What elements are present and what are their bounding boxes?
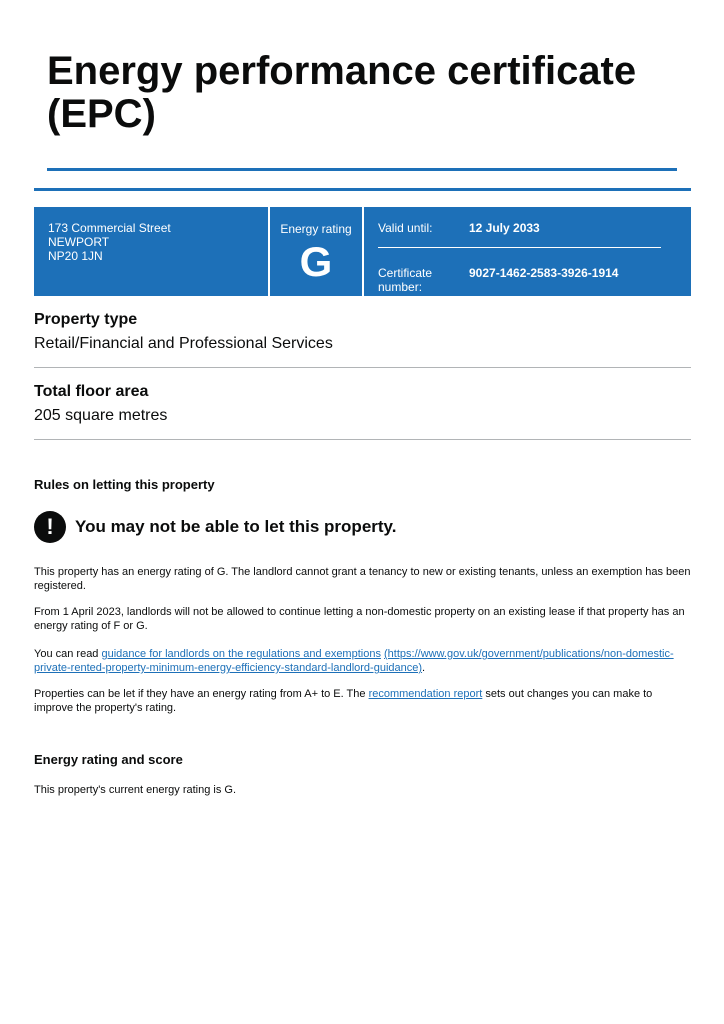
certificate-number-label-1: Certificate <box>378 266 433 280</box>
header-divider <box>34 188 691 191</box>
energy-rating-letter: G <box>299 238 333 285</box>
address-line-2: NEWPORT <box>48 235 110 249</box>
letting-paragraph-2: From 1 April 2023, landlords will not be allowed to continue letting a non-domestic property on an existing lease if that property has an energy rating of F or G. <box>34 606 685 632</box>
section-divider <box>34 367 691 368</box>
address-line-3: NP20 1JN <box>48 249 103 263</box>
letting-rules-heading: Rules on letting this property <box>34 477 215 492</box>
certificate-number: 9027-1462-2583-3926-1914 <box>469 266 619 280</box>
letting-paragraph-1: This property has an energy rating of G. The landlord cannot grant a tenancy to new or existing tenants, unless an exemption has been registered. <box>34 566 691 592</box>
paragraph-text: You can read <box>34 648 102 660</box>
recommendation-report-link[interactable]: recommendation report <box>368 688 483 700</box>
property-type-heading: Property type <box>34 311 138 328</box>
paragraph-text: Properties can be let if they have an energy rating from A+ to E. The <box>34 688 369 700</box>
details-divider <box>378 247 661 248</box>
title-underline <box>47 168 677 171</box>
floor-area-heading: Total floor area <box>34 383 149 400</box>
paragraph-text: sets out changes you can make to improve the property's rating. <box>34 688 653 714</box>
paragraph-text: . <box>422 662 426 674</box>
property-type-value: Retail/Financial and Professional Services <box>34 335 333 352</box>
energy-rating-box <box>270 207 362 296</box>
warning-text: You may not be able to let this property. <box>75 517 397 536</box>
floor-area-value: 205 square metres <box>34 407 168 424</box>
section-divider <box>34 439 691 440</box>
landlord-guidance-url[interactable]: (https://www.gov.uk/government/publications/non-domestic-private-rented-property-minimum-energy-efficiency-standard-landlord-guidance) <box>34 648 674 674</box>
epc-summary-panel <box>34 207 691 296</box>
valid-until-label: Valid until: <box>378 221 433 235</box>
address-line-1: 173 Commercial Street <box>48 221 171 235</box>
energy-rating-label: Energy rating <box>280 222 352 236</box>
landlord-guidance-link[interactable]: guidance for landlords on the regulations and exemptions <box>101 648 381 660</box>
valid-until-date: 12 July 2033 <box>469 221 540 235</box>
energy-rating-score-heading: Energy rating and score <box>34 752 183 767</box>
property-address <box>34 207 268 296</box>
letting-paragraph-4 <box>34 687 694 715</box>
certificate-details <box>364 207 691 296</box>
warning-icon: ! <box>34 511 66 543</box>
page-title: Energy performance certificate (EPC) <box>47 49 637 136</box>
letting-warning <box>34 511 684 545</box>
current-rating-text: This property's current energy rating is G. <box>34 784 237 796</box>
certificate-number-label-2: number: <box>378 280 423 294</box>
letting-paragraph-3 <box>34 647 694 675</box>
